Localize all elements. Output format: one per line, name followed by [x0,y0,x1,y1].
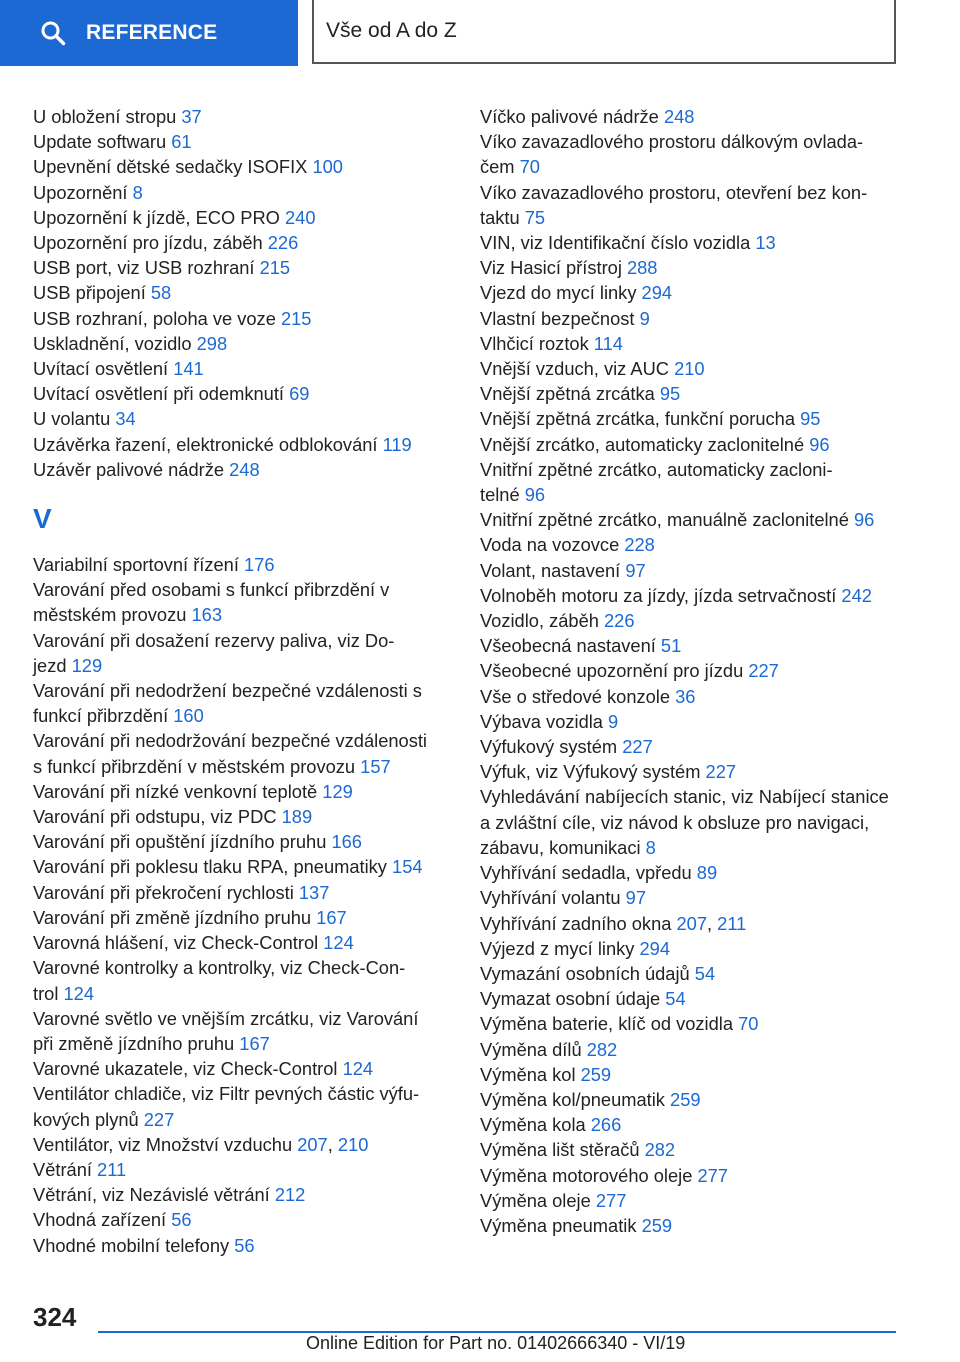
page-link[interactable]: 129 [71,654,103,676]
index-entry [33,905,445,930]
index-entry-text: Vymazat osobní údaje [480,988,666,1010]
index-entry-text: Všeobecná nastavení [480,635,661,657]
index-entry [33,552,445,577]
index-entry-text: Varování při poklesu tlaku RPA, pneumatiky [33,856,393,878]
page-link[interactable]: 227 [748,660,779,682]
index-entry-text: Update softwaru [33,131,172,153]
index-entry-text: Uvítací osvětlení při odemknutí [33,383,290,405]
index-entry-text: Víčko palivové nádrže [480,106,664,127]
index-entry-text: Výměna kol [480,1063,581,1085]
index-entry-text: kových plynů [33,1108,144,1130]
index-entry-text: Volant, nastavení [480,559,626,581]
index-entry-text: telné [480,484,525,506]
index-group-v-continued [480,104,910,1238]
index-entry-text: Vnější vzduch, viz AUC [480,358,675,380]
index-entry-text: Vyhledávání nabíjecích stanic, viz Nabíjecí stanice [480,786,889,808]
index-entry-text: Varování při nedodržení bezpečné vzdálenosti s [33,680,422,702]
index-entry [480,709,910,734]
page-link[interactable]: 54 [665,988,686,1010]
page-header [0,0,960,66]
page-link[interactable]: 160 [173,705,204,727]
page-link[interactable]: 163 [191,604,223,626]
index-entry-text: Vnější zpětná zrcátka [480,383,660,405]
index-entry-text: Vlhčicí roztok [480,332,594,354]
index-entry-text: Uvítací osvětlení [33,358,174,380]
index-entry-text: Ventilátor chladiče, viz Filtr pevných částic výfu- [33,1083,420,1105]
index-entry-text: Vozidlo, záběh [480,610,604,632]
index-entry-text: zábavu, komunikaci [480,836,646,858]
index-entry-text: Uzávěr palivové nádrže [33,458,230,480]
index-entry [480,306,910,331]
page-link[interactable]: 58 [150,282,172,304]
index-entry [480,759,910,784]
index-entry-text: Výfukový systém [480,736,623,758]
page-link[interactable]: 95 [800,408,821,430]
page-link[interactable]: 228 [624,534,655,556]
index-entry [33,457,445,482]
page-link[interactable]: 277 [697,1164,728,1186]
index-entry-text: s funkcí přibrzdění v městském provozu [33,755,361,777]
index-entry-continuation [33,703,445,728]
page-link[interactable]: 259 [641,1214,673,1236]
index-entry [480,885,910,910]
page-link[interactable]: 114 [593,332,623,354]
index-entry-text: Víko zavazadlového prostoru dálkovým ovlada- [480,131,864,153]
index-entry [480,911,910,936]
index-entry [480,1011,910,1036]
index-entry-continuation [33,1031,445,1056]
index-entry [33,255,445,280]
page-link[interactable]: 124 [342,1058,374,1080]
index-entry [480,608,910,633]
index-entry [480,1137,910,1162]
index-entry [480,684,910,709]
page-link[interactable]: 167 [316,906,347,928]
index-entry [33,306,445,331]
index-entry-text: Výjezd z mycí linky [480,937,640,959]
index-entry-text: Výfuk, viz Výfukový systém [480,761,706,783]
page-link[interactable]: 129 [322,780,353,802]
index-entry-text: trol [33,982,64,1004]
index-entry-text: VIN, viz Identifikační číslo vozidla [480,232,756,254]
index-entry-text: čem [480,156,520,178]
index-entry-text: Voda na vozovce [480,534,625,556]
index-entry-text: Varovné světlo ve vnějším zrcátku, viz Varování [33,1007,419,1029]
index-entry [480,860,910,885]
index-entry-continuation [33,754,445,779]
index-entry [33,230,445,255]
reference-tab[interactable] [0,0,298,66]
index-entry-text: Variabilní sportovní řízení [33,554,245,576]
page-link[interactable]: 119 [382,433,412,455]
index-entry [480,230,910,255]
index-entry-continuation [33,981,445,1006]
index-entry-text: Varování při nízké venkovní teplotě [33,780,323,802]
page-link[interactable]: 226 [267,232,299,254]
section-title: Vše od A do Z [312,0,896,64]
index-entry [33,804,445,829]
index-entry-text: Víko zavazadlového prostoru, otevření bez kon- [480,181,868,203]
page-link[interactable]: 54 [694,962,716,984]
index-entry-text: Vnitřní zpětné zrcátko, automaticky zacloni- [480,458,833,480]
page-link[interactable]: 96 [809,433,830,455]
page-link[interactable]: 215 [259,257,291,279]
page-link[interactable]: 248 [663,106,695,127]
index-entry-text: Větrání [33,1158,98,1180]
index-entry [33,930,445,955]
index-entry [480,658,910,683]
index-column-left [33,104,445,1258]
index-entry-text: Vymazání osobních údajů [480,962,695,984]
index-entry [33,180,445,205]
index-entry [33,678,445,703]
index-entry [480,532,910,557]
index-entry [33,728,445,753]
page-link[interactable]: 240 [284,206,316,228]
index-entry-text: Varování při změně jízdního pruhu [33,906,317,928]
index-entry-text: Výbava vozidla [480,710,609,732]
index-entry [480,1213,910,1238]
page-link[interactable]: 36 [675,685,696,707]
index-entry [480,507,910,532]
index-entry [33,331,445,356]
page-link[interactable]: 51 [660,635,682,657]
index-entry [33,955,445,980]
page-link[interactable]: 61 [171,131,192,153]
index-entry-text: Vnější zrcátko, automaticky zaclonitelné [480,433,810,455]
index-entry-text: Vnější zpětná zrcátka, funkční porucha [480,408,801,430]
index-group-v [33,552,445,1258]
index-entry-text: Vyhřívání volantu [480,887,626,909]
page-link[interactable]: 157 [360,755,391,777]
index-entry-text: Vyhřívání sedadla, vpředu [480,862,697,884]
page-link[interactable]: 124 [63,982,94,1004]
index-entry-text: Varování při nedodržování bezpečné vzdálenosti [33,730,427,752]
index-entry-text: taktu [480,206,525,228]
page-link[interactable]: 75 [524,206,546,228]
index-entry-text: Výměna oleje [480,1189,596,1211]
page-link[interactable]: 9 [608,710,619,732]
search-icon [40,20,66,46]
index-entry [33,1132,445,1157]
page-link[interactable]: 9 [639,307,650,329]
index-entry-continuation [33,602,445,627]
index-entry [480,255,910,280]
index-entry-continuation [480,810,910,835]
page-link[interactable]: 96 [853,509,875,531]
page-link[interactable]: 226 [604,610,635,632]
index-entry [480,784,910,809]
page-number: 324 [33,1302,77,1332]
index-entry-text: Volnoběh motoru za jízdy, jízda setrvačností [480,584,842,606]
index-entry-text: Viz Hasicí přístroj [480,257,627,279]
page-link[interactable]: 89 [696,862,718,884]
page-link[interactable]: 288 [626,257,658,279]
page-link[interactable]: 96 [524,484,546,506]
page-link[interactable]: 212 [274,1184,306,1206]
page-link[interactable]: 100 [312,156,343,178]
index-entry-text: Varování před osobami s funkcí přibrzdění v [33,579,390,601]
index-entry [33,381,445,406]
page-link[interactable]: 166 [331,831,362,853]
index-entry [480,734,910,759]
index-entry-text: Upozornění k jízdě, ECO PRO [33,206,285,228]
index-entry [480,331,910,356]
index-entry-text: USB rozhraní, poloha ve voze [33,307,281,329]
index-entry [480,406,910,431]
index-entry-continuation [480,835,910,860]
index-entry [33,577,445,602]
index-entry-text: USB připojení [33,282,151,304]
index-entry-text: Výměna lišt stěračů [480,1139,645,1161]
index-entry [480,1037,910,1062]
index-entry-text: Uzávěrka řazení, elektronické odblokování [33,433,383,455]
index-entry-text: jezd [33,654,72,676]
index-entry [480,986,910,1011]
index-entry [33,205,445,230]
page-link[interactable]: 154 [392,856,423,878]
index-entry-text: Upevnění dětské sedačky ISOFIX [33,156,313,178]
page-link[interactable]: 167 [239,1032,270,1054]
index-column-right [480,104,910,1238]
index-entry [480,180,910,205]
index-entry-continuation [33,653,445,678]
index-entry [33,1182,445,1207]
index-entry-text: Ventilátor, viz Množství vzduchu [33,1133,298,1155]
page-link[interactable]: 211 [97,1158,127,1180]
index-entry-continuation [480,154,910,179]
index-entry-text: Vjezd do mycí linky [480,282,642,304]
index-entry [33,406,445,431]
page-link[interactable]: 34 [115,408,136,430]
index-entry [33,356,445,381]
index-entry [480,936,910,961]
page-link[interactable]: 124 [323,932,354,954]
index-entry [480,558,910,583]
page-link[interactable]: 211 [717,912,747,934]
page-link[interactable]: 227 [622,736,653,758]
index-entry-text: Varovné kontrolky a kontrolky, viz Check-Con- [33,957,406,979]
index-entry-text: Upozornění [33,181,133,203]
index-entry-text: USB port, viz USB rozhraní [33,257,260,279]
index-entry [33,854,445,879]
index-entry-text: Varovné ukazatele, viz Check-Control [33,1058,343,1080]
index-entry-continuation [480,205,910,230]
footer-edition-text: Online Edition for Part no. 01402666340 - VI/19 [306,1333,686,1353]
index-entry-text: Výměna dílů [480,1038,587,1060]
index-entry-text: a zvláštní cíle, viz návod k obsluze pro navigaci, [480,811,870,833]
index-entry-text: U volantu [33,408,116,430]
page-link[interactable]: 294 [639,937,671,959]
index-entry [480,1163,910,1188]
index-entry [480,457,910,482]
page-link[interactable]: 8 [132,181,143,203]
page-link[interactable]: 207 [297,1133,328,1155]
index-entry-text: Větrání, viz Nezávislé větrání [33,1184,275,1206]
index-entry [33,154,445,179]
index-entry-text: Varování při dosažení rezervy paliva, viz Do- [33,629,395,651]
index-letter-heading: V [33,503,52,535]
page-link[interactable]: 137 [298,881,330,903]
index-entry-text: Varování při překročení rychlosti [33,881,299,903]
index-entry-continuation [480,482,910,507]
page-link[interactable]: 282 [586,1038,618,1060]
page-separator: , [327,1133,338,1155]
page-separator: , [707,912,718,934]
page-link[interactable]: 141 [173,358,204,380]
index-entry [33,129,445,154]
index-entry [480,129,910,154]
index-entry [33,1157,445,1182]
index-entry-text: Varovná hlášení, viz Check-Control [33,932,324,954]
index-entry-text: Všeobecné upozornění pro jízdu [480,660,749,682]
page-link[interactable]: 298 [196,332,228,354]
index-entry-text: Vyhřívání zadního okna [480,912,677,934]
index-entry [480,381,910,406]
page-link[interactable]: 277 [595,1189,627,1211]
page-link[interactable]: 8 [645,836,656,858]
page-link[interactable]: 56 [171,1209,192,1231]
index-entry [33,1233,445,1258]
index-entry-text: Vhodná zařízení [33,1209,172,1231]
index-entry-text: Výměna kol/pneumatik [480,1088,671,1110]
index-entry [33,1056,445,1081]
index-entry [480,104,910,129]
page-link[interactable]: 70 [519,156,540,178]
page-link[interactable]: 69 [289,383,310,405]
page-link[interactable]: 227 [143,1108,175,1130]
index-entry-text: Varování při opuštění jízdního pruhu [33,831,332,853]
index-entry-text: Vše o středové konzole [480,685,676,707]
index-entry-text: městském provozu [33,604,192,626]
page-link[interactable]: 215 [280,307,312,329]
index-entry-text: Vnitřní zpětné zrcátko, manuálně zaclonitelné [480,509,854,531]
index-entry [480,1188,910,1213]
index-entry-text: funkcí přibrzdění [33,705,174,727]
index-entry [480,280,910,305]
reference-tab-label: REFERENCE [86,21,218,44]
index-entry [33,432,445,457]
index-entry [33,1081,445,1106]
page-link[interactable]: 294 [641,282,673,304]
index-entry [480,356,910,381]
page-link[interactable]: 70 [738,1013,759,1035]
page-link[interactable]: 95 [659,383,681,405]
page-link[interactable]: 13 [755,232,776,254]
index-entry [33,1207,445,1232]
index-entry-text: U obložení stropu [33,106,182,127]
index-entry [33,829,445,854]
index-entry [480,583,910,608]
page-link[interactable]: 210 [337,1133,369,1155]
index-entry-text: Upozornění pro jízdu, záběh [33,232,268,254]
page-link[interactable]: 97 [625,887,646,909]
index-entry-text: Výměna motorového oleje [480,1164,698,1186]
page-link[interactable]: 248 [229,458,260,480]
page-link[interactable]: 259 [670,1088,701,1110]
page-link[interactable]: 210 [674,358,705,380]
index-entry [480,432,910,457]
page-link[interactable]: 207 [676,912,707,934]
index-entry-text: Výměna baterie, klíč od vozidla [480,1013,739,1035]
index-entry-text: Varování při odstupu, viz PDC [33,806,282,828]
index-entry [480,1062,910,1087]
index-entry [33,628,445,653]
page-link[interactable]: 266 [590,1114,622,1136]
page-link[interactable]: 176 [244,554,275,576]
index-entry [480,961,910,986]
index-entry [33,1006,445,1031]
index-entry-continuation [33,1107,445,1132]
index-entry-text: Výměna pneumatik [480,1214,642,1236]
index-entry-text: Vlastní bezpečnost [480,307,640,329]
index-entry [33,104,445,129]
page-link[interactable]: 259 [580,1063,612,1085]
index-entry [33,779,445,804]
index-entry [33,880,445,905]
index-entry [480,1087,910,1112]
page-link[interactable]: 282 [644,1139,676,1161]
index-entry [480,1112,910,1137]
page-link[interactable]: 97 [625,559,646,581]
page-link[interactable]: 189 [281,806,313,828]
index-entry-text: při změně jízdního pruhu [33,1032,240,1054]
index-entry [480,633,910,658]
index-entry-text: Uskladnění, vozidlo [33,332,197,354]
page-link[interactable]: 56 [234,1234,255,1256]
index-entry [33,280,445,305]
page-link[interactable]: 37 [181,106,202,127]
page-link[interactable]: 242 [841,584,872,606]
index-group-u [33,104,445,482]
page-link[interactable]: 227 [705,761,737,783]
index-entry-text: Vhodné mobilní telefony [33,1234,235,1256]
index-entry-text: Výměna kola [480,1114,591,1136]
